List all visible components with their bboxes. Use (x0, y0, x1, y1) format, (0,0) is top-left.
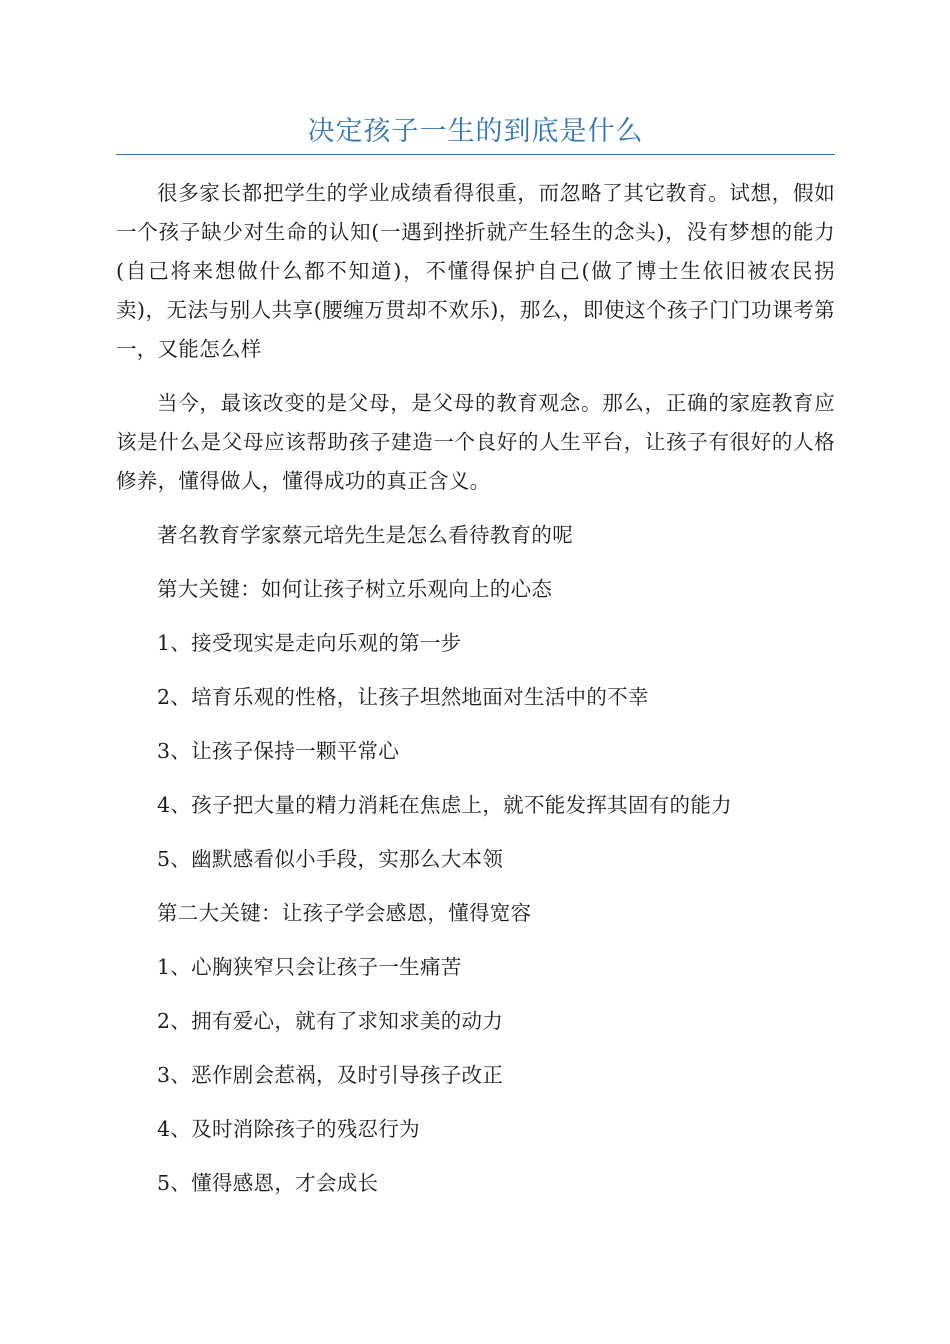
list-item: 5、懂得感恩，才会成长 (157, 1171, 379, 1195)
title-underline (116, 154, 835, 155)
list-item: 1、接受现实是走向乐观的第一步 (157, 631, 462, 655)
list-item: 3、恶作剧会惹祸，及时引导孩子改正 (157, 1063, 504, 1087)
section-heading-2: 第二大关键：让孩子学会感恩，懂得宽容 (157, 901, 532, 925)
paragraph-2: 当今，最该改变的是父母，是父母的教育观念。那么，正确的家庭教育应该是什么是父母应该帮助孩子建造一个良好的人生平台，让孩子有很好的人格修养，懂得做人，懂得成功的真正含义。 (116, 391, 835, 493)
paragraph-1: 很多家长都把学生的学业成绩看得很重，而忽略了其它教育。试想，假如一个孩子缺少对生命的认知(一遇到挫折就产生轻生的念头)，没有梦想的能力(自己将来想做什么都不知道)，不懂得保护自己(做了博士生依旧被农民拐卖)，无法与别人共享(腰缠万贯却不欢乐)，那么，即使这个孩子门门功课考第一，又能怎么样 (116, 181, 835, 361)
list-item: 4、孩子把大量的精力消耗在焦虑上，就不能发挥其固有的能力 (157, 793, 732, 817)
list-item: 2、拥有爱心，就有了求知求美的动力 (157, 1009, 504, 1033)
document-body (116, 174, 835, 1218)
section-heading-1: 第大关键：如何让孩子树立乐观向上的心态 (157, 577, 553, 601)
document-title: 决定孩子一生的到底是什么 (307, 116, 644, 147)
list-item: 2、培育乐观的性格，让孩子坦然地面对生活中的不幸 (157, 685, 649, 709)
list-item: 5、幽默感看似小手段，实那么大本领 (157, 847, 504, 871)
list-item: 4、及时消除孩子的残忍行为 (157, 1117, 420, 1141)
list-item: 1、心胸狭窄只会让孩子一生痛苦 (157, 955, 462, 979)
intro-question: 著名教育学家蔡元培先生是怎么看待教育的呢 (157, 523, 573, 547)
list-item: 3、让孩子保持一颗平常心 (157, 739, 400, 763)
